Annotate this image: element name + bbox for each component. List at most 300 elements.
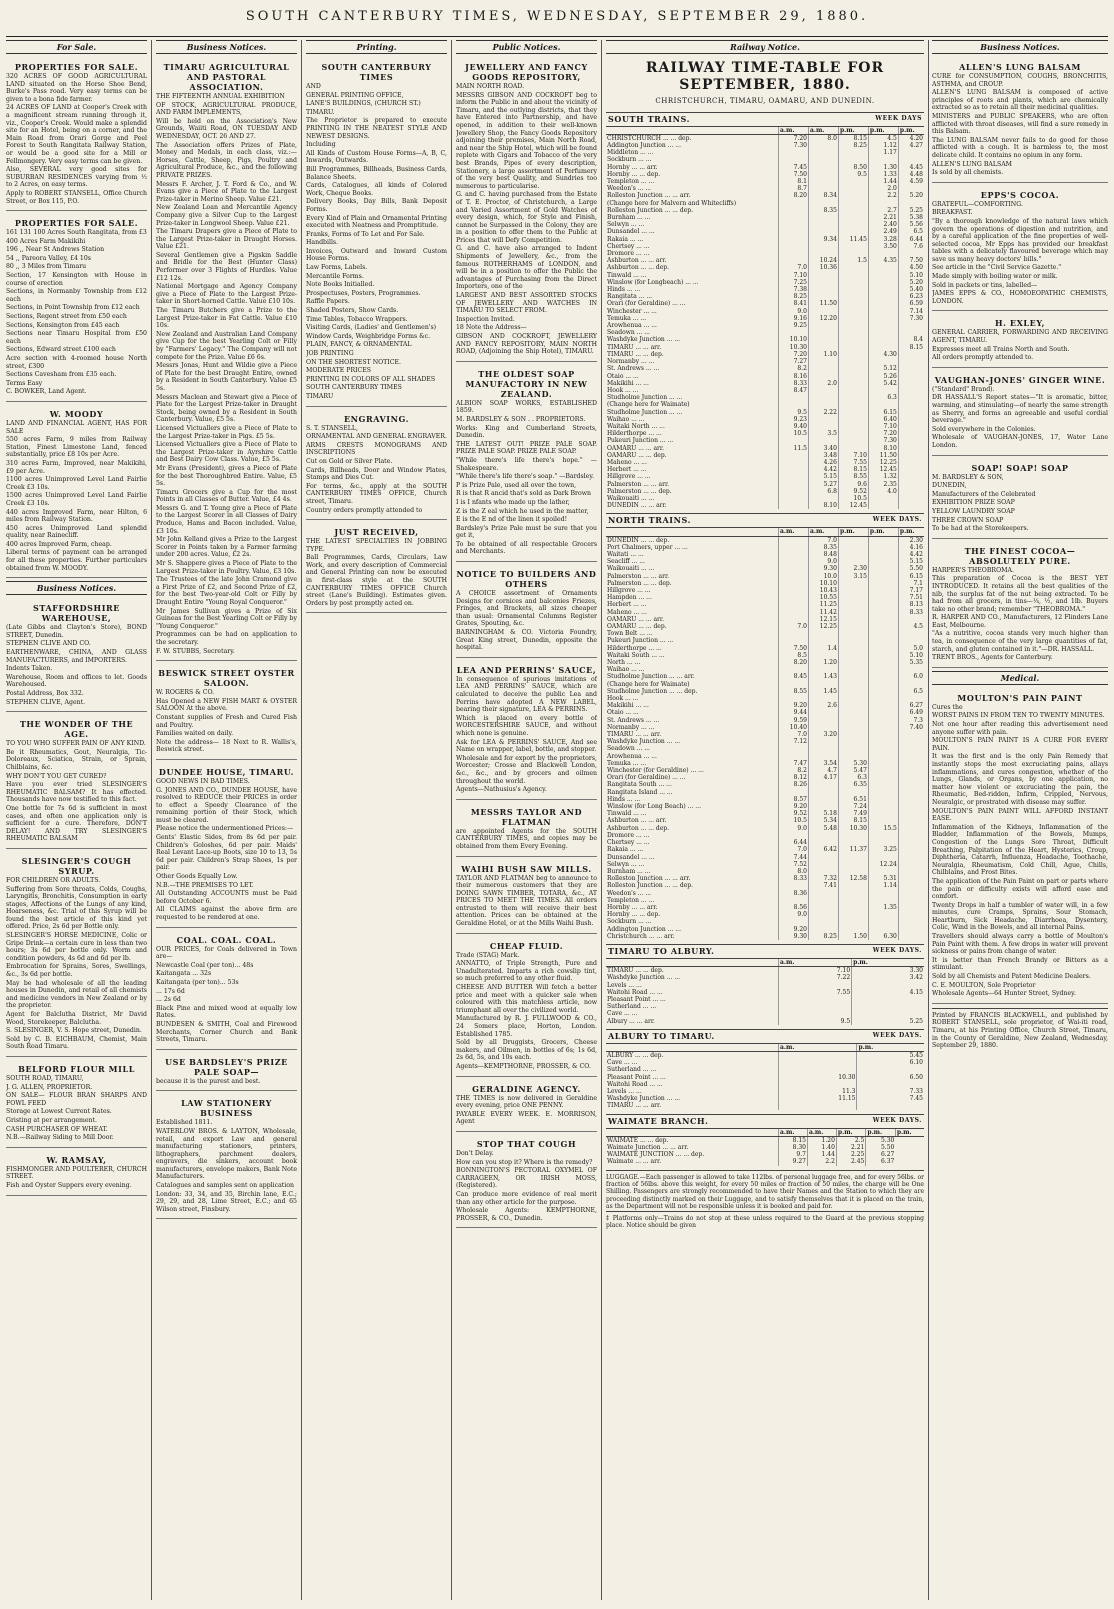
station-name: Washdyke Junction ... ... xyxy=(607,738,681,746)
departure-time: 7.20 xyxy=(779,351,809,358)
ad-line: 18 Note the Address— xyxy=(456,324,527,332)
ad-line: DUNEDIN, xyxy=(932,482,967,490)
ad-line: PAYABLE EVERY WEEK. E. MORRISON, Agent xyxy=(456,1110,597,1126)
departure-time xyxy=(868,594,898,601)
departure-time: 8.15 xyxy=(838,817,868,824)
station-name: Maheno ... ... xyxy=(607,608,647,616)
timetable-row xyxy=(606,409,924,416)
section-heading: Business Notices. xyxy=(156,40,297,54)
departure-time xyxy=(779,745,809,752)
departure-time xyxy=(808,394,838,401)
departure-time: 10.30 xyxy=(779,1074,857,1081)
departure-time xyxy=(838,673,868,680)
station-name: OAMARU ... ... dep. xyxy=(607,623,667,630)
ad-line: Newcastle Coal (per ton)... 48s xyxy=(156,961,254,969)
departure-time: 6.49 xyxy=(898,709,924,716)
departure-time: 4.45 xyxy=(898,164,924,171)
time-column-header: p.m. xyxy=(838,528,868,536)
ad-line: S. SLESINGER, V. S. Hope street, Dunedin. xyxy=(6,1027,142,1035)
ad-line: STEPHEN CLIVE AND CO. xyxy=(6,640,91,648)
ad-line: It was the first and is the only Pain Remedy that instantly stops the most excruciating pains, allays inflammations, and cures congestion, whether of the Lungs, Glands, or Organs, by one application, no matter how violent or excruciating the pain, the Rheumatic, Bed-ridden, Infirm, Crippled, Nervous, Neuralgic, or prostrated with disease may suffer. xyxy=(932,753,1108,806)
departure-time: 12.45 xyxy=(838,502,868,509)
ad-title: STOP THAT COUGH xyxy=(476,1138,577,1149)
timetable-row xyxy=(606,416,924,423)
station-name: Waitohi Road ... ... xyxy=(607,1080,663,1088)
timetable-subtitle: CHRISTCHURCH, TIMARU, OAMARU, AND DUNEDIN. xyxy=(655,97,875,105)
departure-time: 11.25 xyxy=(808,601,838,608)
station-name: OAMARU ... ... arr. xyxy=(607,615,665,623)
departure-time xyxy=(808,717,838,724)
advertisement xyxy=(6,852,147,1057)
ad-line: Manufactured by R. J. FULLWOOD & CO., 24 Somers place, Horton, London. Established 1785. xyxy=(456,1015,597,1038)
station-name: DUNEDIN ... ... arr. xyxy=(607,502,667,510)
departure-time xyxy=(779,466,809,473)
departure-time: 4.30 xyxy=(868,351,898,358)
departure-time xyxy=(779,882,809,889)
departure-time xyxy=(838,185,868,192)
timetable-row xyxy=(606,760,924,767)
departure-time: 3.15 xyxy=(838,573,868,580)
departure-time: 2.49 xyxy=(868,228,898,235)
departure-time xyxy=(868,329,898,336)
departure-time xyxy=(779,544,809,551)
departure-time: 12.15 xyxy=(808,616,838,623)
ad-line: Raffle Papers. xyxy=(306,298,350,306)
departure-time: 4.20 xyxy=(898,134,924,142)
departure-time: 5.50 xyxy=(898,565,924,572)
station-name: Washdyke Junction ... ... xyxy=(607,974,681,982)
departure-time xyxy=(868,315,898,322)
departure-time: 9.0 xyxy=(779,911,809,918)
departure-time xyxy=(838,344,868,351)
ad-line: Franks, Forms of To Let and For Sale. xyxy=(306,230,425,238)
ad-line: 1500 acres Unimproved Level Land Fairlie Creek £3 10s. xyxy=(6,492,147,507)
departure-time xyxy=(779,473,809,480)
departure-time: 7.10 xyxy=(779,272,809,279)
ad-line: Timaru Grocers give a Cup for the most Points in all Classes of Butter. Value, £4 4s. xyxy=(156,488,297,504)
timetable-row xyxy=(606,257,924,264)
timetable-heading xyxy=(606,1114,924,1127)
departure-time: 6.42 xyxy=(808,846,838,853)
departure-time: 7.50 xyxy=(898,257,924,264)
ad-line: GENERAL PRINTING OFFICE, xyxy=(306,91,404,99)
luggage-notice: LUGGAGE.—Each passenger is allowed to take 112lbs. of personal luggage free, and for every 56lbs. or fraction of 56lbs. above this weight, for every 50 miles or fraction of 50 miles, the charge will be One Shilling. Passengers are strongly recommended to have their Names and the Station to which they are proceeding distinctly marked on their Luggage, and to satisfy themselves that it is placed on the train, as the Department will not be responsible unless it is booked and paid for. xyxy=(606,1170,924,1211)
ad-line: Cards, Billheads, Door and Window Plates, Stamps and Dies Cut. xyxy=(306,466,447,482)
timetable-row xyxy=(606,996,924,1003)
departure-time xyxy=(868,264,898,271)
departure-time xyxy=(779,257,809,264)
departure-time xyxy=(868,250,898,257)
station-name: Dromore ... ... xyxy=(607,831,650,839)
departure-time: 11.3 xyxy=(779,1088,857,1095)
ad-line: EARTHENWARE, CHINA, AND GLASS MANUFACTURERS, and IMPORTERS. xyxy=(6,649,147,664)
station-name: Dunsandel ... ... xyxy=(607,853,655,861)
departure-time: 5.42 xyxy=(868,380,898,387)
ad-line: Manufacturers of the Celebrated xyxy=(932,490,1036,498)
ad-title: DUNDEE HOUSE, TIMARU. xyxy=(158,766,295,777)
departure-time xyxy=(868,890,898,897)
departure-time: 8.12 xyxy=(779,774,809,781)
ad-title: W. MOODY xyxy=(49,408,104,419)
ad-line: For terms, &c., apply at the SOUTH CANTERBURY TIMES OFFICE, Church street, Timaru. xyxy=(306,482,447,505)
ad-line: Black Pine and mixed wood at equally low Rates. xyxy=(156,1004,297,1020)
station-name: Templeton ... ... xyxy=(607,178,655,186)
departure-time xyxy=(838,882,868,889)
timetable-row xyxy=(606,351,924,358)
newspaper-masthead xyxy=(0,0,1114,36)
station-name: Seadown ... ... xyxy=(607,329,650,337)
station-name: Pukeuri Junction ... ... xyxy=(607,437,674,445)
departure-time xyxy=(779,695,809,702)
departure-time xyxy=(868,724,898,731)
departure-time: 5.35 xyxy=(898,659,924,666)
timetable-row xyxy=(606,926,924,933)
departure-time xyxy=(857,1066,924,1073)
departure-time: 8.35 xyxy=(808,544,838,551)
departure-time: 5.10 xyxy=(898,652,924,659)
departure-time xyxy=(868,286,898,293)
ad-line: HARPER'S THEOBROMA. xyxy=(932,566,1014,574)
station-name: Hinds ... ... xyxy=(607,286,641,294)
station-name: Seadown ... ... xyxy=(607,745,650,753)
station-name: Winslow (for Longbeach) ... ... xyxy=(607,278,699,286)
departure-time: 1.20 xyxy=(807,1136,836,1144)
ad-title: NOTICE TO BUILDERS AND OTHERS xyxy=(456,569,597,590)
departure-time xyxy=(779,580,809,587)
station-name: OAMARU ... ... arr. xyxy=(607,444,665,452)
departure-time xyxy=(808,322,838,329)
timetable-row xyxy=(606,810,924,817)
departure-time: 8.45 xyxy=(779,673,809,680)
station-name: (Change here for Malvern and Whitecliffs) xyxy=(607,199,737,207)
departure-time xyxy=(838,868,868,875)
departure-time xyxy=(838,409,868,416)
ad-line: Sold by all Druggists, Grocers, Cheese makers, and Oilmen, in bottles of 6s; 1s 6d, 2s 6d, 5s, and 10s each. xyxy=(456,1039,597,1062)
departure-time: 7.12 xyxy=(779,738,809,745)
timetable-row xyxy=(606,358,924,365)
ad-line: Other Goods Equally Low. xyxy=(156,873,238,881)
departure-time xyxy=(808,437,838,444)
departure-time xyxy=(898,781,924,788)
ad-line: Storage at Lowest Current Rates. xyxy=(6,1108,112,1116)
departure-time xyxy=(779,536,809,544)
column-divider xyxy=(151,40,152,1600)
station-name: St. Andrews ... ... xyxy=(607,716,660,724)
departure-time xyxy=(779,502,809,509)
departure-time xyxy=(838,839,868,846)
departure-time xyxy=(868,630,898,637)
time-column-header: p.m. xyxy=(838,126,868,134)
timetable-row xyxy=(606,437,924,444)
ad-line: ("Standard" Brand). xyxy=(932,385,995,393)
departure-time: 9.20 xyxy=(779,702,809,709)
departure-time: 8.25 xyxy=(838,142,868,149)
timetable-row xyxy=(606,200,924,207)
station-name: Sockburn ... ... xyxy=(607,156,652,164)
departure-time: 7.33 xyxy=(857,1088,924,1095)
departure-time xyxy=(808,854,838,861)
station-name: Palmerston ... ... dep. xyxy=(607,487,672,495)
departure-time: 5.20 xyxy=(898,279,924,286)
ad-line: Indents Taken. xyxy=(6,665,53,673)
departure-time xyxy=(898,495,924,502)
station-name: Weedon's ... ... xyxy=(607,889,652,897)
column-business-notices xyxy=(156,40,297,1600)
departure-time: 8.33 xyxy=(898,609,924,616)
departure-time xyxy=(898,149,924,156)
departure-time xyxy=(898,445,924,452)
departure-time: 9.16 xyxy=(779,315,809,322)
departure-time xyxy=(838,637,868,644)
timetable-row xyxy=(606,1151,924,1158)
advertisement xyxy=(6,599,147,712)
departure-time xyxy=(779,1066,857,1073)
departure-time xyxy=(838,373,868,380)
ad-title: LEA AND PERRINS' SAUCE, xyxy=(456,664,597,675)
station-name: TIMARU ... ... dep. xyxy=(607,967,664,975)
departure-time xyxy=(779,207,809,214)
ad-line: Terms Easy xyxy=(6,379,43,387)
departure-time xyxy=(898,753,924,760)
departure-time: 1.17 xyxy=(868,149,898,156)
departure-time xyxy=(779,789,809,796)
station-name: Rangitata South ... ... xyxy=(607,781,672,789)
departure-time xyxy=(779,982,852,989)
departure-time xyxy=(808,724,838,731)
departure-time xyxy=(898,861,924,868)
ad-line: I is I nfants who made up the lather, xyxy=(456,498,570,506)
departure-time xyxy=(868,810,898,817)
ad-line: 440 acres Improved Farm, near Hilton, 6 miles from Railway Station. xyxy=(6,508,147,524)
departure-time: 4.0 xyxy=(868,488,898,495)
station-header xyxy=(606,528,779,536)
departure-time: 5.30 xyxy=(866,1136,895,1144)
ad-line: 400 Acres Farm Makikihi xyxy=(6,237,86,245)
timetable-row xyxy=(606,967,924,975)
departure-time: 8.26 xyxy=(779,781,809,788)
ad-line: WORST PAINS IN FROM TEN TO TWENTY MINUTES. xyxy=(932,712,1105,720)
departure-time: 4.7 xyxy=(808,767,838,774)
time-column-header: a.m. xyxy=(779,958,852,966)
ad-line: YELLOW LAUNDRY SOAP xyxy=(932,507,1015,515)
ad-line: Ask for LEA & PERRINS' SAUCE, And see Name on wrapper, label, bottle, and stopper. xyxy=(456,738,597,754)
timetable xyxy=(606,527,924,940)
station-name: Cave ... ... xyxy=(607,1059,638,1067)
departure-time: 12.25 xyxy=(808,623,838,630)
station-name: Washdyke Junction ... ... xyxy=(607,1095,681,1103)
masthead-text: SOUTH CANTERBURY TIMES, WEDNESDAY, SEPTEMBER 29, 1880. xyxy=(245,9,869,24)
departure-time: 5.18 xyxy=(808,810,838,817)
departure-time xyxy=(868,279,898,286)
departure-time xyxy=(838,358,868,365)
departure-time xyxy=(808,652,838,659)
departure-time: 8.33 xyxy=(779,875,809,882)
departure-time: 10.43 xyxy=(808,587,838,594)
departure-time xyxy=(779,897,809,904)
departure-time xyxy=(838,437,868,444)
ad-title: BELFORD FLOUR MILL xyxy=(18,1063,135,1074)
ad-line: Be it Rheumatics, Gout, Neuralgia, Tic-Doloreaux, Sciatica, Strain, or Sprain, Chilblains, &c. xyxy=(6,748,147,771)
departure-time xyxy=(838,214,868,221)
departure-time xyxy=(838,659,868,666)
timetable-row xyxy=(606,185,924,192)
departure-time xyxy=(898,796,924,803)
ad-line: The Timaru Drapers give a Piece of Plate to the Largest Prize-taker in Draught Horses. Value £21. xyxy=(156,228,297,251)
advertisement xyxy=(156,1053,297,1092)
station-name: Hilderthorpe ... ... xyxy=(607,644,662,652)
ad-title: SLESINGER'S COUGH SYRUP. xyxy=(21,855,132,876)
ad-line: Visiting Cards, (Ladies' and Gentlemen's) xyxy=(306,324,437,332)
time-column-header: a.m. xyxy=(779,1128,808,1136)
departure-time xyxy=(898,200,924,207)
departure-time xyxy=(898,358,924,365)
departure-time: 1.50 xyxy=(838,933,868,940)
departure-time xyxy=(898,365,924,372)
departure-time xyxy=(838,789,868,796)
ads-list xyxy=(456,58,597,1228)
timetable-row xyxy=(606,236,924,243)
departure-time: 10.10 xyxy=(808,580,838,587)
timetable-row xyxy=(606,825,924,832)
departure-time: 1.32 xyxy=(868,473,898,480)
time-column-header: a.m. xyxy=(779,1043,857,1051)
departure-time xyxy=(779,394,809,401)
departure-time: 7.30 xyxy=(868,437,898,444)
ad-line: New Zealand Loan and Mercantile Agency Company give a Silver Cup to the Largest Prize-taker in Longwool Sheep. Value £21. xyxy=(156,204,297,227)
departure-time xyxy=(838,156,868,163)
departure-time xyxy=(779,609,809,616)
departure-time xyxy=(779,329,809,336)
ad-title: TIMARU AGRICULTURAL AND PASTORAL ASSOCIATION. xyxy=(163,62,290,92)
ad-line: "As a nutritive, cocoa stands very much higher than tea, in consequence of the very large quantities of fat, starch, and gluten contained in it."—DR. HASSALL. xyxy=(932,630,1108,653)
departure-time xyxy=(808,796,838,803)
station-name: Ashburton ... ... dep. xyxy=(607,264,670,272)
section-heading: Printing. xyxy=(306,40,447,54)
ad-line: One bottle for 7s 6d is sufficient in most cases, and often one application only is sufficient for a cure. Therefore, DON'T DELAY! AND TRY SLESINGER'S RHEUMATIC BALSAM xyxy=(6,804,147,843)
timetable xyxy=(606,1128,924,1166)
ad-line: DR HASSALL'S Report states—"It is aromatic, bitter, warming, and stimulating—of nearly the same strength as Sherry, and forms an agreeable and useful cordial beverage." xyxy=(932,394,1108,425)
timetable-row xyxy=(606,221,924,228)
ad-line: JOB PRINTING xyxy=(306,350,354,357)
ad-line: Is sold by all chemists. xyxy=(932,169,1004,177)
ad-line: Mr James Sullivan gives a Prize of Six Guineas for the Best Yearling Colt or Filly by "Young Conqueror." xyxy=(156,607,297,630)
ad-title: ALLEN'S LUNG BALSAM xyxy=(959,62,1081,72)
station-name: CHRISTCHURCH ... ... dep. xyxy=(607,134,692,142)
departure-time xyxy=(808,630,838,637)
ad-line: Sections near Timaru Hospital from £50 each xyxy=(6,330,147,345)
station-name: Palmerston ... ... arr. xyxy=(607,480,670,488)
ad-line: ON THE SHORTEST NOTICE. xyxy=(306,358,401,366)
station-name: Addington Junction ... ... xyxy=(607,925,681,933)
ad-line: Which is placed on every bottle of WORCESTERSHIRE SAUCE, and without which none is genuine. xyxy=(456,714,597,737)
departure-time xyxy=(838,731,868,738)
departure-time xyxy=(898,616,924,623)
departure-time xyxy=(779,551,809,558)
ad-line: Sold everywhere in the Colonies. xyxy=(932,425,1036,433)
timetable-row xyxy=(606,594,924,601)
departure-time xyxy=(868,336,898,343)
departure-time: 6.27 xyxy=(898,702,924,709)
ad-line: ANNATTO, of Triple Strength, Pure and Unadulterated. Imparts a rich cowslip tint, so much preferred to any other fluid. xyxy=(456,960,597,983)
departure-time xyxy=(808,214,838,221)
departure-time xyxy=(838,832,868,839)
departure-time xyxy=(868,926,898,933)
timetable-row xyxy=(606,753,924,760)
departure-time xyxy=(779,666,809,673)
departure-time: 8.41 xyxy=(779,300,809,307)
advertisement xyxy=(456,661,597,800)
departure-time xyxy=(808,789,838,796)
section-heading: Business Notices. xyxy=(6,581,147,595)
ad-title: BESWICK STREET OYSTER SALOON. xyxy=(158,668,295,689)
departure-time: 9.6 xyxy=(838,481,868,488)
timetable-row xyxy=(606,466,924,473)
departure-time: 5.30 xyxy=(838,760,868,767)
departure-time xyxy=(838,445,868,452)
timetable-heading xyxy=(606,1029,924,1042)
departure-time: 7.6 xyxy=(898,243,924,250)
departure-time xyxy=(838,688,868,695)
departure-time xyxy=(838,630,868,637)
departure-time xyxy=(838,380,868,387)
timetable-row xyxy=(606,329,924,336)
departure-time xyxy=(898,466,924,473)
station-name: Rangitata Island ... ... xyxy=(607,788,673,796)
ad-line: Mr Evans (President), gives a Piece of Plate for the best Thoroughbred Entire. Value, £5 5s. xyxy=(156,464,297,488)
departure-time xyxy=(838,200,868,207)
ad-line: Gristing at per arrangement. xyxy=(6,1116,97,1124)
departure-time: 7.50 xyxy=(779,171,809,178)
ad-title: PROPERTIES FOR SALE. xyxy=(14,218,139,229)
departure-time xyxy=(852,1010,924,1017)
advertisement xyxy=(306,410,447,521)
timetable-section-name: ALBURY TO TIMARU. xyxy=(608,1030,715,1041)
timetable-row xyxy=(606,974,924,981)
departure-time: 8.5 xyxy=(779,652,809,659)
departure-time: 5.26 xyxy=(868,373,898,380)
station-name: Waihao ... ... xyxy=(607,666,645,674)
departure-time: 5.47 xyxy=(838,767,868,774)
advertisement xyxy=(456,860,597,934)
departure-time xyxy=(868,688,898,695)
departure-time: 7.22 xyxy=(779,974,852,981)
ad-line: MOULTON'S PAIN PAINT WILL AFFORD INSTANT EASE. xyxy=(932,807,1108,823)
departure-time xyxy=(898,387,924,394)
ad-line: R. HARPER AND CO., Manufacturers, 12 Flinders Lane East, Melbourne. xyxy=(932,614,1108,629)
departure-time xyxy=(838,423,868,430)
column-divider xyxy=(601,40,602,1600)
departure-time xyxy=(898,459,924,466)
departure-time xyxy=(868,774,898,781)
ad-line: MOULTON'S PAIN PAINT IS A CURE FOR EVERY PAIN. xyxy=(932,737,1108,752)
departure-time xyxy=(838,250,868,257)
departure-time: 2.5 xyxy=(836,1136,865,1144)
departure-time: 3.30 xyxy=(852,967,924,975)
departure-time xyxy=(808,401,838,408)
departure-time xyxy=(779,452,809,459)
ad-line: 550 acres Farm, 9 miles from Railway Station, Finest Limestone Land, fenced substantially, price £8 10s per Acre. xyxy=(6,436,147,459)
departure-time: 7.32 xyxy=(808,875,838,882)
ad-line: This preparation of Cocoa is the BEST YET INTRODUCED. It retains all the best qualities of the nib, the surplus fat of the nut being extracted. To be had from all grocers, in tins—¼, ½, and 1lb. Buyers take no other brand; remember "THEOBROMA." xyxy=(932,575,1108,613)
ad-line: Established 1811. xyxy=(156,1119,213,1127)
departure-time: 8.16 xyxy=(779,373,809,380)
departure-time xyxy=(838,753,868,760)
ad-line: Kaitangata (per ton)... 53s xyxy=(156,978,239,986)
departure-time xyxy=(808,344,838,351)
station-name: Waimate Junction ... ... arr. xyxy=(607,1144,689,1151)
departure-time: 1.10 xyxy=(808,351,838,358)
departure-time xyxy=(898,890,924,897)
